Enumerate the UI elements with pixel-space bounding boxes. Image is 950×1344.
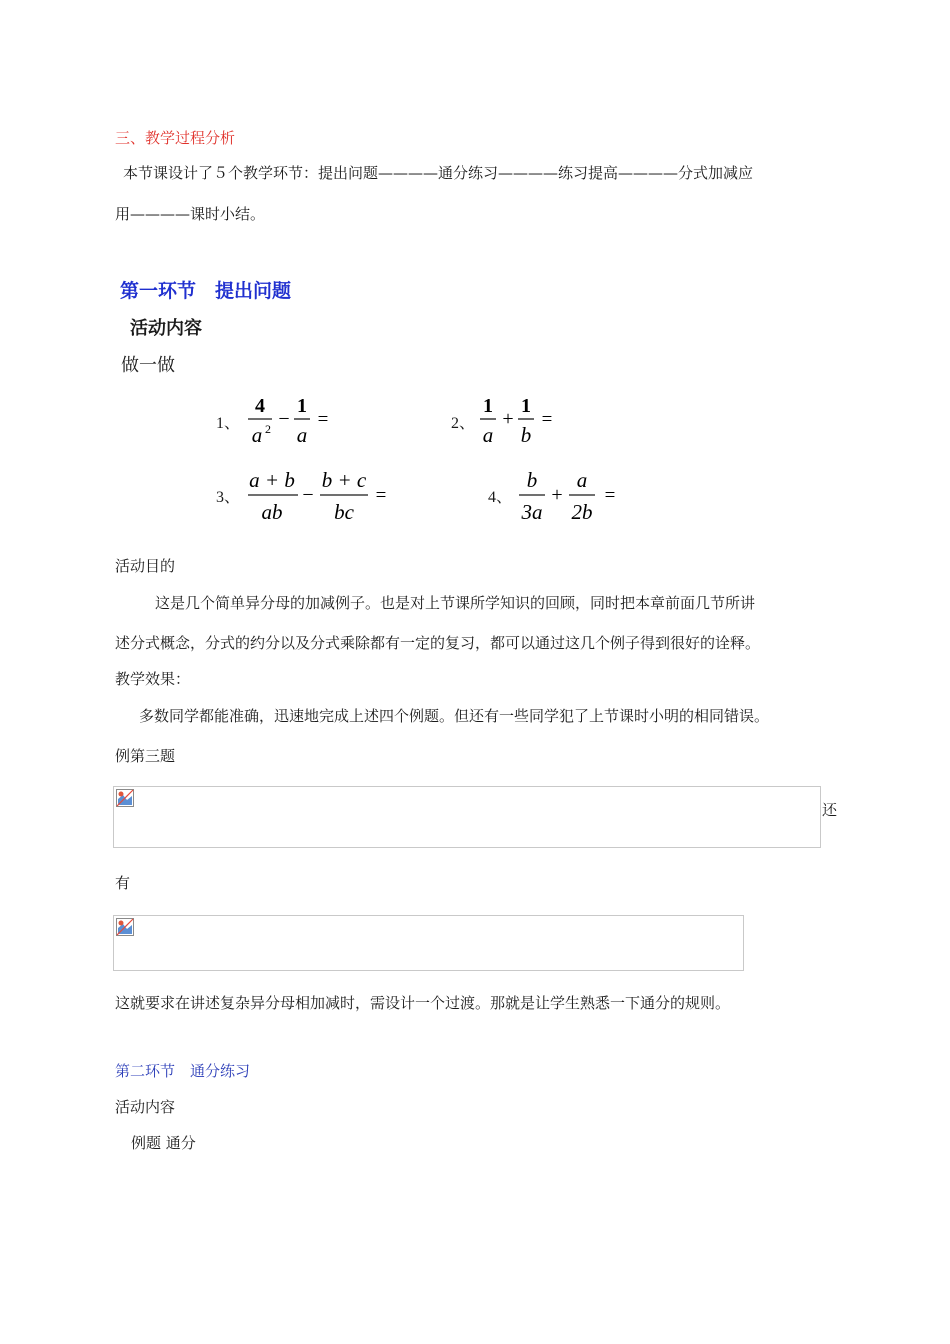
purpose-line-2: 述分式概念，分式的约分以及分式乘除都有一定的复习，都可以通过这几个例子得到很好的诠释。 [115,634,761,652]
effect-text: 多数同学都能准确，迅速地完成上述四个例题。但还有一些同学犯了上节课时小明的相同错误。 [139,707,770,725]
example-label: 例第三题 [115,747,176,765]
problem-1-number: 1、 [216,415,241,432]
p3-f1-num: a + b [249,468,295,492]
p1-f2-den: a [296,423,308,447]
p3-f2-num: b + c [321,468,367,492]
broken-image-icon [116,789,134,807]
p2-op: + [502,408,514,430]
problem-1-equation [244,392,344,450]
p4-f2-num: a [576,468,588,492]
conclusion-text: 这就要求在讲述复杂异分母相加减时，需设计一个过渡。那就是让学生熟悉一下通分的规则。 [115,994,731,1012]
problem-4-equation [515,465,625,527]
p1-op: − [278,408,290,430]
image-placeholder-1 [113,786,821,848]
p2-f2-den: b [520,423,532,447]
p2-f1-den: a [482,423,494,447]
p1-f1-num: 4 [255,395,265,417]
p4-eq: = [604,485,616,506]
problem-4-number: 4、 [488,489,513,506]
do-it-label: 做一做 [121,355,175,376]
p4-f2-den: 2b [571,500,593,524]
p4-f1-den: 3a [521,500,543,524]
p1-f1-den-exp: 2 [265,422,271,436]
purpose-label: 活动目的 [115,557,176,575]
p3-f2-den: bc [334,500,354,524]
p3-op: − [302,484,314,506]
problem-3-equation [244,465,394,527]
p3-eq: = [375,485,387,506]
step1-activity-content: 活动内容 [130,318,202,339]
step2-activity-content: 活动内容 [115,1098,176,1116]
problem-2-number: 2、 [451,415,476,432]
step2-example: 例题 通分 [131,1134,196,1152]
p4-op: + [551,484,563,506]
p2-eq: = [541,409,553,430]
p1-f1-den: a [251,423,263,447]
section-heading: 三、教学过程分析 [115,129,236,147]
image-placeholder-2 [113,915,744,971]
broken-image-icon [116,918,134,936]
p1-eq: = [317,409,329,430]
also-char-2: 有 [115,874,131,892]
also-char-1: 还 [822,801,838,819]
problem-2-equation [476,392,566,450]
p3-f1-den: ab [261,500,283,524]
p4-f1-num: b [526,468,538,492]
effect-label: 教学效果： [115,670,191,688]
p2-f2-num: 1 [521,395,531,417]
p2-f1-num: 1 [483,395,493,417]
step2-heading: 第二环节 通分练习 [115,1062,251,1080]
step1-heading: 第一环节 提出问题 [120,280,292,302]
intro-line-1: 本节课设计了５个教学环节：提出问题————通分练习————练习提高————分式加减应 [123,164,754,182]
problem-3-number: 3、 [216,489,241,506]
p1-f2-num: 1 [297,395,307,417]
purpose-line-1: 这是几个简单异分母的加减例子。也是对上节课所学知识的回顾，同时把本章前面几节所讲 [155,594,756,612]
intro-line-2: 用————课时小结。 [115,205,266,223]
